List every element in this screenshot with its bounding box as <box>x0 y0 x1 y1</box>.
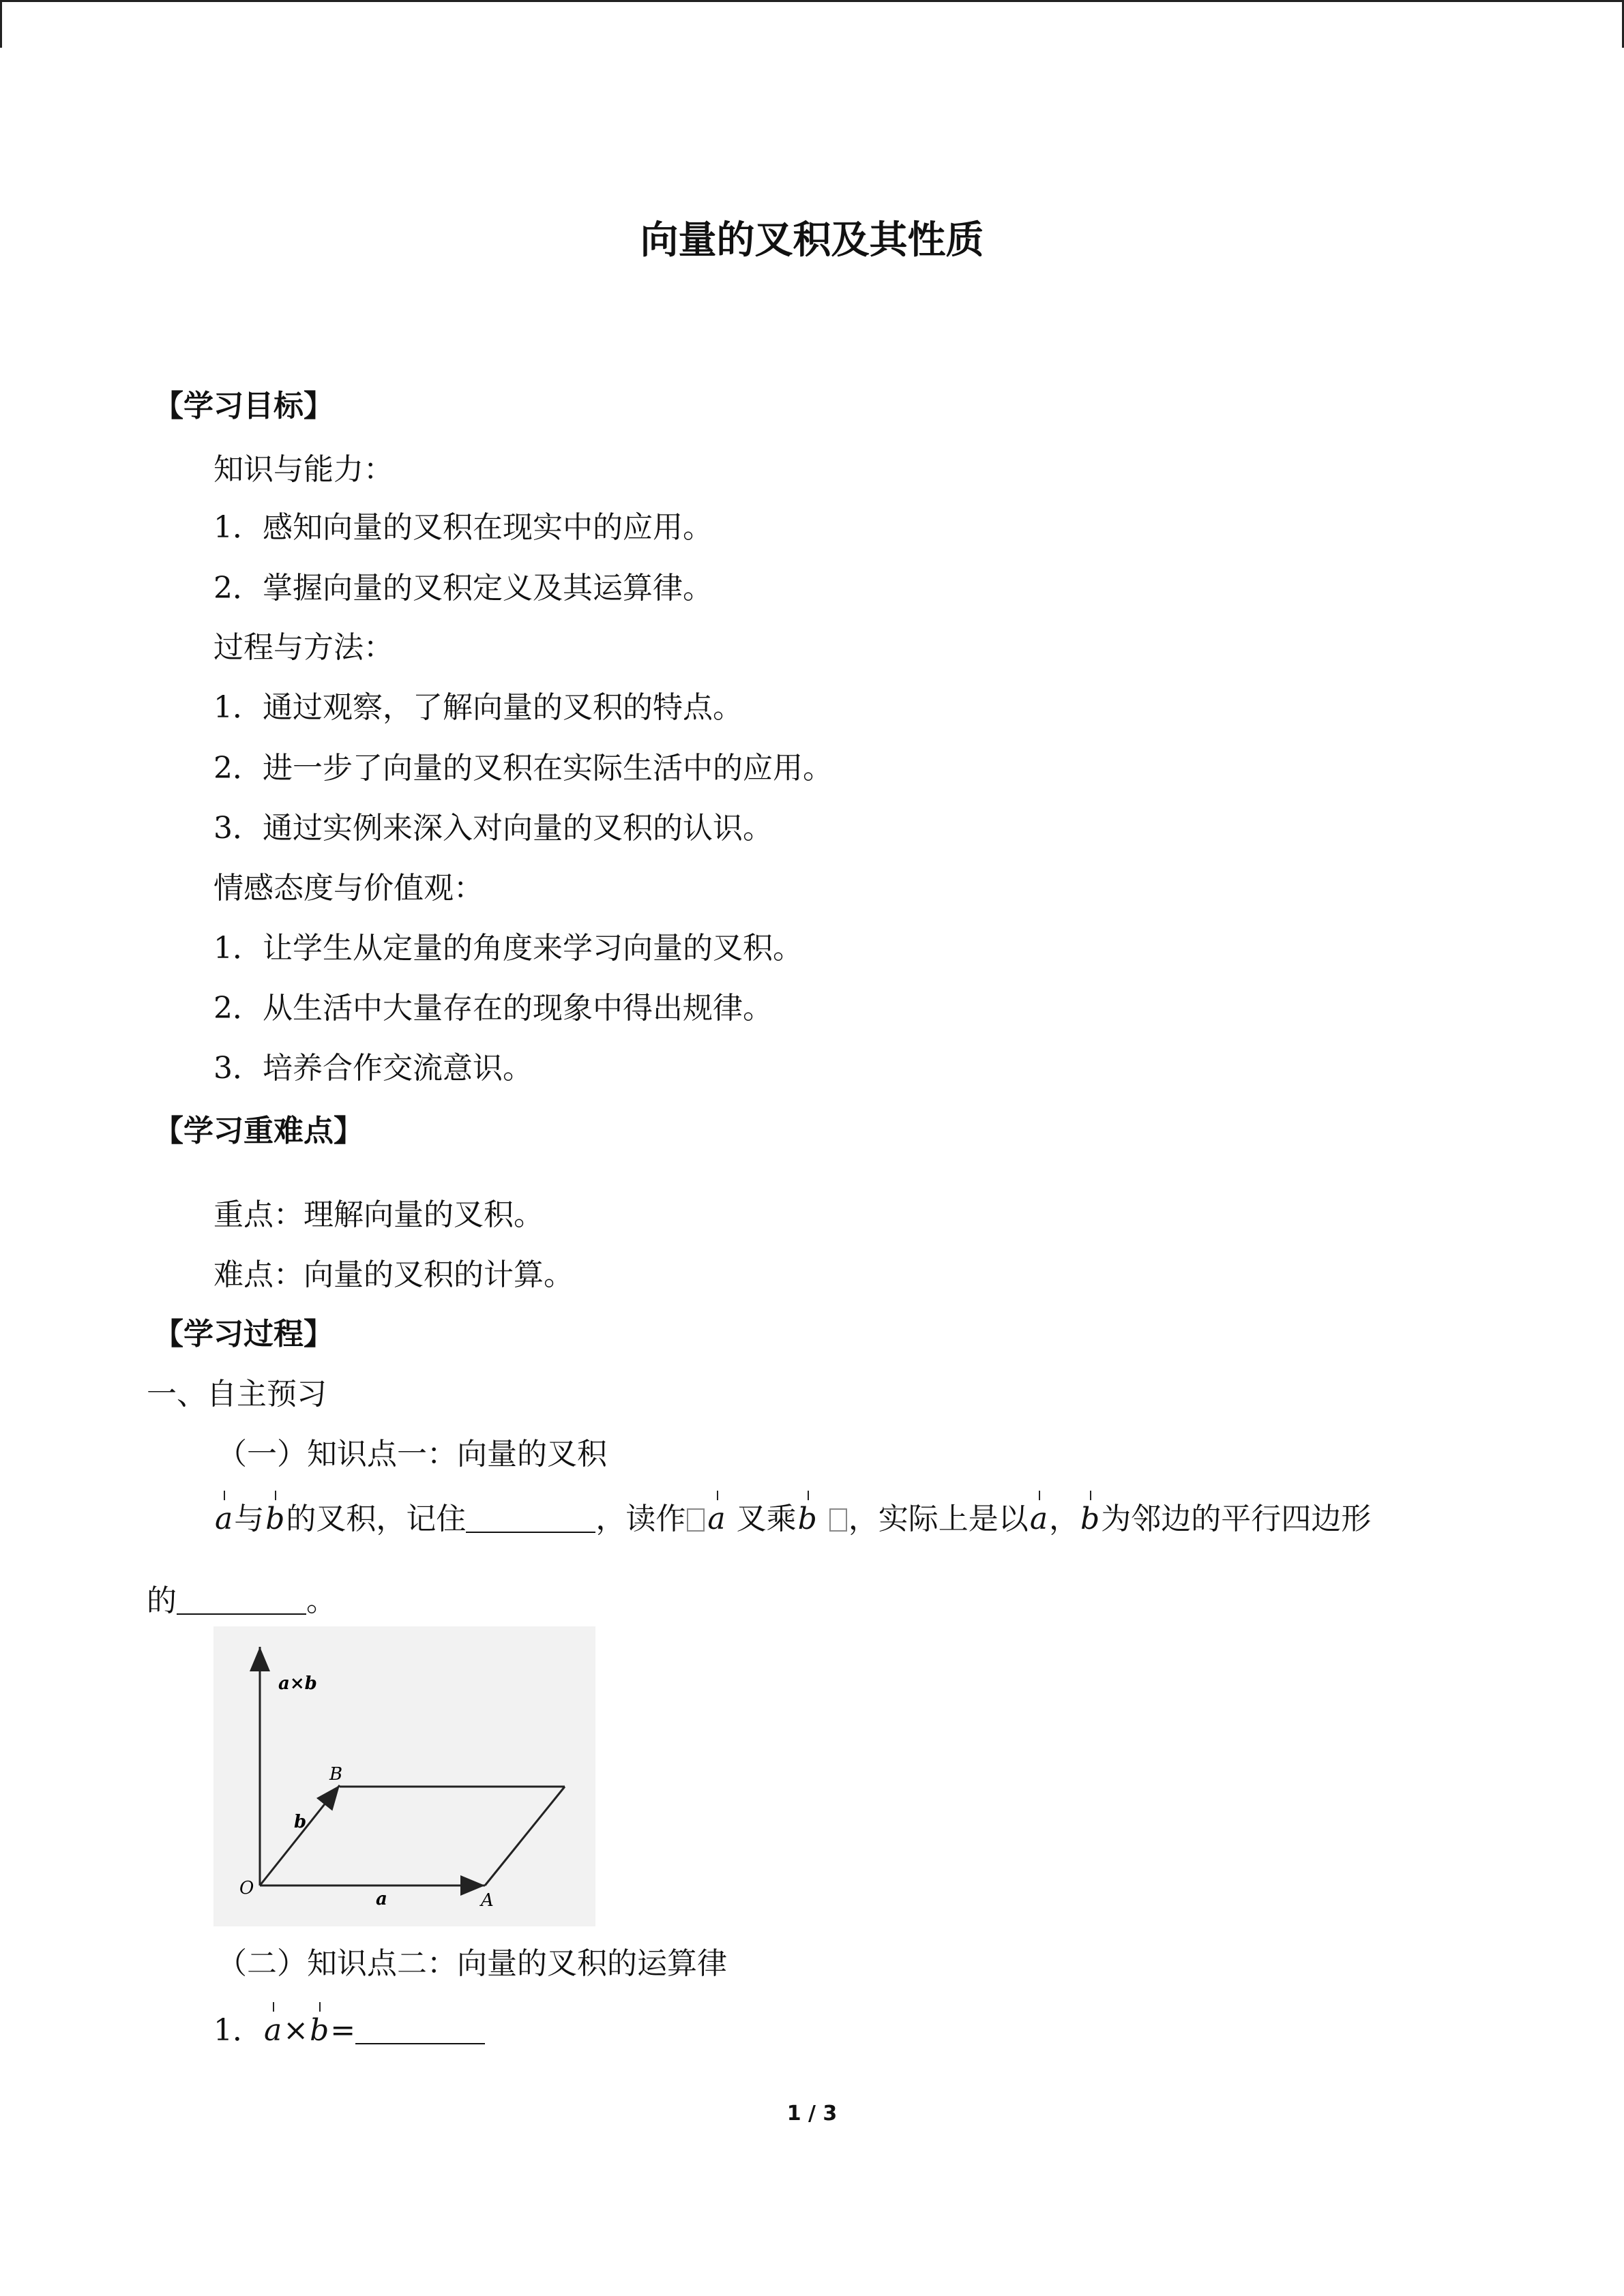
missing-glyph-icon <box>687 1508 705 1532</box>
vector-b: b <box>797 1500 818 1538</box>
item-number: 1． <box>213 2013 263 2048</box>
difficulty-heading: 【学习重难点】 <box>153 1114 364 1148</box>
emotion-item-3: 3．培养合作交流意识。 <box>213 1051 533 1086</box>
area-blank[interactable] <box>177 1586 306 1615</box>
knowledge-item-1: 1．感知向量的叉积在现实中的应用。 <box>213 510 713 545</box>
process-item-2: 2．进一步了向量的叉积在实际生活中的应用。 <box>213 751 833 786</box>
process-label: 过程与方法： <box>213 630 394 665</box>
emotion-item-1: 1．让学生从定量的角度来学习向量的叉积。 <box>213 931 803 966</box>
label-B: B <box>329 1764 343 1785</box>
process-heading: 【学习过程】 <box>153 1317 334 1352</box>
text-segment: ， <box>1049 1502 1080 1536</box>
cross-product-figure <box>213 1626 595 1926</box>
process-item-3: 3．通过实例来深入对向量的叉积的认识。 <box>213 811 773 846</box>
emotion-item-2: 2．从生活中大量存在的现象中得出规律。 <box>213 991 773 1026</box>
text-segment: 为邻边的平行四边形 <box>1101 1502 1372 1536</box>
goals-heading: 【学习目标】 <box>153 389 334 423</box>
vector-a: a <box>263 2012 283 2050</box>
missing-glyph-icon <box>829 1508 847 1532</box>
text-segment: 。 <box>306 1583 336 1618</box>
knowledge-point-1: （一）知识点一：向量的叉积 <box>217 1437 607 1472</box>
label-axb: a×b <box>278 1673 317 1694</box>
parallelogram-right-edge <box>485 1787 565 1885</box>
text-segment: ，读作 <box>595 1502 686 1536</box>
text-segment: 的 <box>147 1583 177 1618</box>
vector-b: b <box>1079 1500 1101 1538</box>
law-1-blank[interactable] <box>355 2016 485 2044</box>
label-A: A <box>481 1890 494 1911</box>
process-item-1: 1．通过观察，了解向量的叉积的特点。 <box>213 690 743 725</box>
vector-b: b <box>308 2012 330 2050</box>
page-left-border <box>0 0 2 48</box>
law-item-1 <box>213 2012 485 2050</box>
key-point: 重点：理解向量的叉积。 <box>213 1197 544 1232</box>
label-a: a <box>376 1889 387 1909</box>
knowledge-label: 知识与能力： <box>213 452 394 487</box>
page-title: 向量的叉积及其性质 <box>640 218 984 263</box>
text-segment: 叉乘 <box>736 1502 797 1536</box>
text-segment: 的叉积，记住 <box>286 1502 467 1536</box>
vector-a: a <box>1029 1500 1049 1538</box>
text-segment: ，实际上是以 <box>848 1502 1029 1536</box>
equals-symbol: = <box>330 2013 356 2048</box>
definition-line <box>213 1500 1371 1538</box>
vector-a: a <box>213 1500 234 1538</box>
vector-b-arrow <box>260 1785 340 1885</box>
knowledge-point-2: （二）知识点二：向量的叉积的运算律 <box>217 1946 727 1981</box>
label-b: b <box>294 1812 307 1832</box>
vector-b: b <box>264 1500 286 1538</box>
part-1-heading: 一、自主预习 <box>147 1377 327 1412</box>
definition-line-cont <box>147 1582 336 1620</box>
page-top-border <box>0 0 1624 2</box>
emotion-label: 情感态度与价值观： <box>213 871 484 906</box>
label-O: O <box>239 1878 254 1898</box>
text-segment: 与 <box>234 1502 265 1536</box>
hard-point: 难点：向量的叉积的计算。 <box>213 1257 574 1292</box>
notation-blank[interactable] <box>466 1504 595 1533</box>
page-number: 1 / 3 <box>786 2102 838 2126</box>
knowledge-item-2: 2．掌握向量的叉积定义及其运算律。 <box>213 571 713 606</box>
times-symbol: × <box>283 2013 309 2048</box>
parallelogram-diagram <box>213 1626 595 1926</box>
vector-a: a <box>706 1500 726 1538</box>
